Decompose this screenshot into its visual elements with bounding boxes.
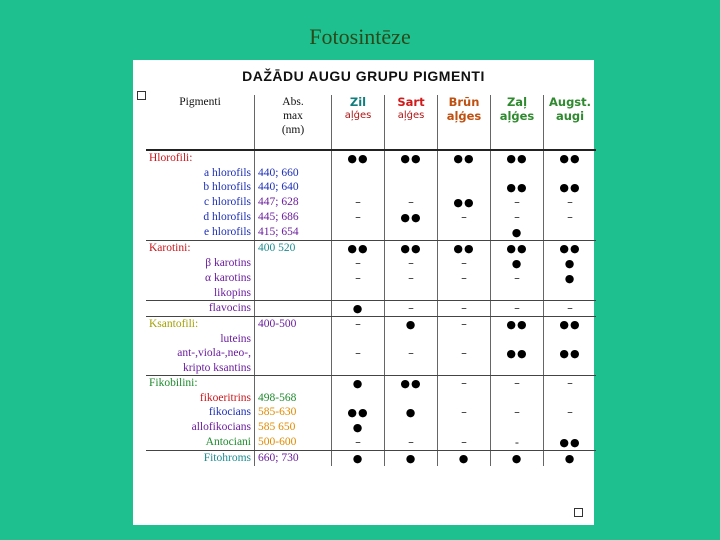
presence-cell	[544, 391, 597, 405]
presence-cell: –	[385, 435, 438, 451]
table-row	[146, 391, 596, 405]
table-row	[146, 317, 596, 333]
presence-cell: ●●	[559, 318, 581, 331]
presence-cell	[438, 391, 491, 405]
presence-cell	[385, 361, 438, 376]
header-augst: Augst. augi	[544, 95, 597, 150]
pigment-name: β karotins	[146, 256, 255, 271]
presence-cell	[385, 332, 438, 346]
abs-max	[255, 346, 332, 361]
table-row	[146, 180, 596, 195]
presence-cell: –	[491, 271, 544, 286]
presence-cell: ●●	[491, 317, 544, 333]
presence-cell: ●	[564, 272, 576, 285]
abs-max	[255, 286, 332, 301]
presence-cell: –	[385, 271, 438, 286]
presence-cell	[438, 166, 491, 180]
resize-handle-left[interactable]	[137, 91, 146, 100]
table-row	[146, 405, 596, 420]
presence-cell: ●●	[491, 241, 544, 257]
table-row	[146, 435, 596, 451]
pigment-name: α karotins	[146, 271, 255, 286]
presence-cell: ●●	[491, 346, 544, 361]
presence-cell	[385, 420, 438, 435]
pigment-name: fikocians	[146, 405, 255, 420]
presence-cell: ●●	[491, 180, 544, 195]
presence-cell	[438, 361, 491, 376]
presence-cell: ●	[385, 451, 438, 467]
presence-cell: -	[491, 435, 544, 451]
presence-cell: –	[491, 376, 544, 392]
presence-cell: ●●	[332, 405, 385, 420]
header-brun: Brūn aļģes	[438, 95, 491, 150]
presence-cell: ●●	[559, 181, 581, 194]
presence-cell: ●	[332, 301, 385, 317]
presence-cell	[544, 420, 597, 435]
abs-max	[255, 376, 332, 392]
presence-cell: ●	[491, 451, 544, 467]
abs-max: 585 650	[255, 420, 332, 435]
presence-cell: –	[567, 376, 573, 390]
presence-cell	[332, 332, 385, 346]
presence-cell: ●●	[491, 150, 544, 166]
presence-cell: –	[332, 210, 385, 225]
abs-max	[255, 361, 332, 376]
presence-cell: ●	[564, 257, 576, 270]
table-title: DAŽĀDU AUGU GRUPU PIGMENTI	[242, 68, 485, 84]
presence-cell: –	[332, 317, 385, 333]
abs-max: 585-630	[255, 405, 332, 420]
presence-cell	[491, 286, 544, 301]
header-abs: Abs. max (nm)	[255, 95, 332, 150]
table-row	[146, 451, 596, 467]
presence-cell: –	[332, 195, 385, 210]
table-row	[146, 271, 596, 286]
abs-max: 660; 730	[255, 451, 332, 467]
presence-cell: ●	[491, 256, 544, 271]
pigment-name: b hlorofils	[146, 180, 255, 195]
abs-max: 498-568	[255, 391, 332, 405]
abs-max: 500-600	[255, 435, 332, 451]
presence-cell	[438, 286, 491, 301]
presence-cell: ●●	[544, 435, 597, 451]
table-row	[146, 361, 596, 376]
pigment-name: likopins	[146, 286, 255, 301]
presence-cell: –	[332, 346, 385, 361]
presence-cell: ●	[385, 317, 438, 333]
presence-cell	[491, 361, 544, 376]
presence-cell: –	[491, 210, 544, 225]
table-row	[146, 301, 596, 317]
table-row	[146, 256, 596, 271]
presence-cell: –	[544, 301, 597, 317]
header-zil: Zil aļģes	[332, 95, 385, 150]
presence-cell	[385, 286, 438, 301]
abs-max: 447; 628	[255, 195, 332, 210]
pigment-name: Antociani	[146, 435, 255, 451]
presence-cell: ●	[564, 452, 576, 465]
pigment-name: a hlorofils	[146, 166, 255, 180]
presence-cell: –	[332, 435, 385, 451]
presence-cell: –	[567, 210, 573, 224]
presence-cell: –	[491, 195, 544, 210]
presence-cell: ●●	[438, 150, 491, 166]
abs-max: 440; 640	[255, 180, 332, 195]
presence-cell: –	[332, 256, 385, 271]
presence-cell	[332, 166, 385, 180]
abs-max	[255, 256, 332, 271]
pigment-name: Fitohroms	[146, 451, 255, 467]
presence-cell: ●	[332, 451, 385, 467]
presence-cell: –	[385, 195, 438, 210]
presence-cell: ●	[385, 405, 438, 420]
table-row	[146, 225, 596, 241]
presence-cell: –	[438, 271, 491, 286]
presence-cell	[332, 225, 385, 241]
presence-cell	[385, 391, 438, 405]
presence-cell: –	[438, 346, 491, 361]
presence-cell: ●●	[385, 210, 438, 225]
presence-cell	[438, 332, 491, 346]
header-sart: Sart aļģes	[385, 95, 438, 150]
presence-cell: ●	[332, 420, 385, 435]
presence-cell: –	[438, 405, 491, 420]
presence-cell: –	[385, 346, 438, 361]
abs-max	[255, 332, 332, 346]
resize-handle-right[interactable]	[574, 508, 583, 517]
presence-cell: ●●	[559, 347, 581, 360]
header-zal: Zaļ aļģes	[491, 95, 544, 150]
presence-cell: –	[438, 256, 491, 271]
pigment-name: kripto ksantins	[146, 361, 255, 376]
presence-cell	[385, 180, 438, 195]
pigment-name: c hlorofils	[146, 195, 255, 210]
pigment-name: Fikobilini:	[146, 376, 255, 392]
presence-cell	[332, 286, 385, 301]
presence-cell: ●	[491, 225, 544, 241]
abs-max: 400 520	[255, 241, 332, 257]
presence-cell: –	[567, 195, 573, 209]
presence-cell: –	[438, 317, 491, 333]
presence-cell: ●●	[385, 376, 438, 392]
table-row	[146, 420, 596, 435]
presence-cell	[491, 420, 544, 435]
pigment-name: luteins	[146, 332, 255, 346]
presence-cell: –	[567, 405, 573, 419]
presence-cell: ●●	[559, 242, 581, 255]
presence-cell: –	[332, 271, 385, 286]
presence-cell	[491, 332, 544, 346]
presence-cell: ●	[438, 451, 491, 467]
pigment-name: allofikocians	[146, 420, 255, 435]
presence-cell: ●●	[385, 150, 438, 166]
presence-cell: –	[438, 210, 491, 225]
presence-cell	[491, 391, 544, 405]
pigment-name: e hlorofils	[146, 225, 255, 241]
presence-cell: ●●	[385, 241, 438, 257]
presence-cell: –	[438, 301, 491, 317]
table-row	[146, 241, 596, 257]
presence-cell: ●●	[332, 241, 385, 257]
slide-title: Fotosintēze	[309, 24, 411, 49]
presence-cell	[385, 166, 438, 180]
presence-cell	[544, 166, 597, 180]
pigment-name: Karotini:	[146, 241, 255, 257]
table-row	[146, 210, 596, 225]
presence-cell	[438, 180, 491, 195]
presence-cell: ●	[332, 376, 385, 392]
presence-cell	[332, 361, 385, 376]
abs-max: 445; 686	[255, 210, 332, 225]
presence-cell	[544, 286, 597, 301]
abs-max	[255, 150, 332, 166]
presence-cell: ●●	[332, 150, 385, 166]
abs-max: 400-500	[255, 317, 332, 333]
pigment-name: ant-,viola-,neo-,	[146, 346, 255, 361]
table-row	[146, 166, 596, 180]
table-row	[146, 376, 596, 392]
presence-cell: ●●	[438, 241, 491, 257]
table-row	[146, 195, 596, 210]
abs-max: 415; 654	[255, 225, 332, 241]
presence-cell: –	[491, 301, 544, 317]
presence-cell	[544, 225, 597, 241]
presence-cell: –	[385, 256, 438, 271]
presence-cell	[544, 361, 597, 376]
pigment-name: Hlorofili:	[146, 150, 255, 166]
presence-cell	[332, 391, 385, 405]
presence-cell: –	[385, 301, 438, 317]
pigment-name: fikoeritrins	[146, 391, 255, 405]
presence-cell	[438, 225, 491, 241]
abs-max: 440; 660	[255, 166, 332, 180]
table-row	[146, 150, 596, 166]
presence-cell: –	[438, 376, 491, 392]
presence-cell	[332, 180, 385, 195]
abs-max	[255, 271, 332, 286]
abs-max	[255, 301, 332, 317]
table-row	[146, 332, 596, 346]
pigment-name: Ksantofili:	[146, 317, 255, 333]
presence-cell: –	[438, 435, 491, 451]
presence-cell: ●●	[438, 195, 491, 210]
presence-cell	[491, 166, 544, 180]
table-row	[146, 286, 596, 301]
presence-cell: –	[491, 405, 544, 420]
header-pigments: Pigmenti	[146, 95, 255, 150]
pigment-name: d hlorofils	[146, 210, 255, 225]
table-row	[146, 346, 596, 361]
pigments-table	[146, 95, 596, 466]
presence-cell	[544, 332, 597, 346]
pigment-name: flavocins	[146, 301, 255, 317]
presence-cell	[385, 225, 438, 241]
presence-cell	[438, 420, 491, 435]
presence-cell: ●●	[559, 152, 581, 165]
